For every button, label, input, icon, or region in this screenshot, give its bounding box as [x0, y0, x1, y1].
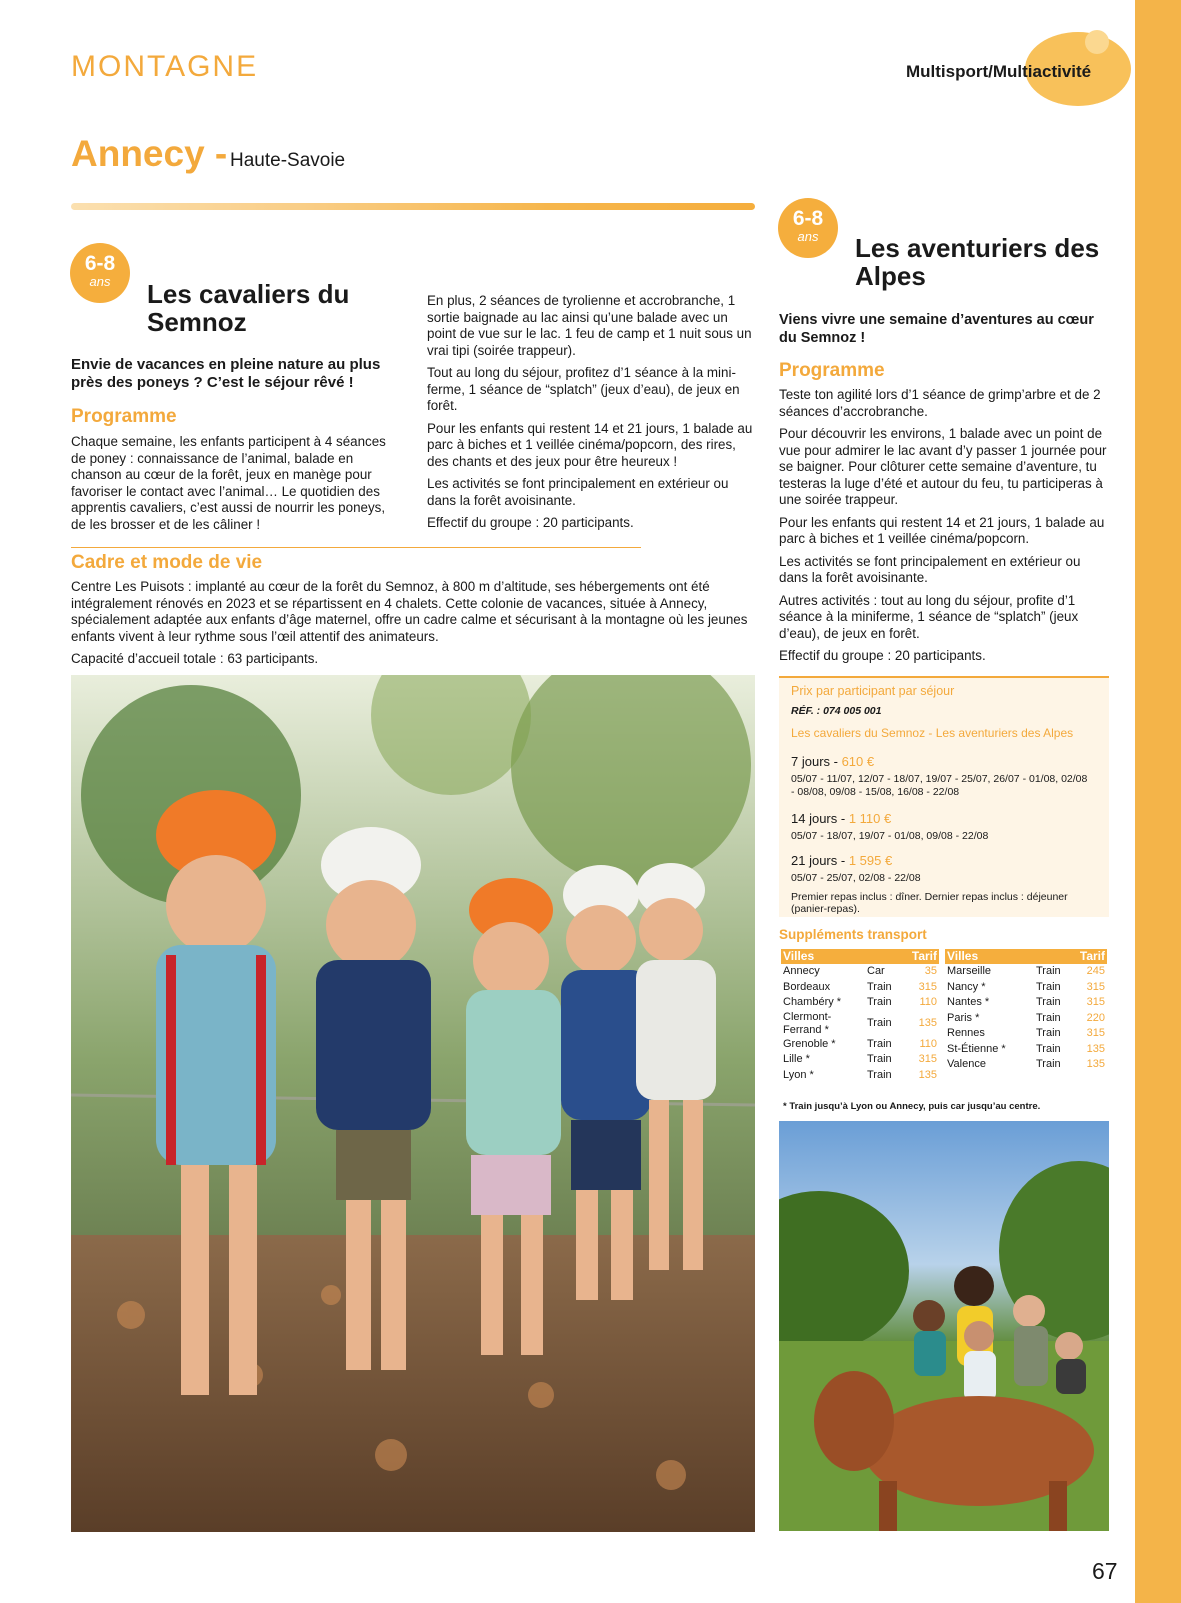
mode: Train	[1036, 965, 1061, 977]
city: Rennes	[947, 1027, 985, 1039]
col-cities: Villes	[945, 949, 1070, 964]
dates-7: 05/07 - 11/07, 12/07 - 18/07, 19/07 - 25/07, 26/07 - 01/08, 02/08 - 08/08, 09/08 - 15/08, 16/08 - 22/08	[791, 773, 1088, 798]
details-paragraph: Pour les enfants qui restent 14 et 21 jours, 1 balade au parc à biches et 1 veillée cinéma/popcorn, des rires, des chants et des jeux pour être heureux !	[427, 420, 753, 469]
price: 35	[924, 965, 937, 977]
table-row	[945, 1011, 1107, 1027]
programme-heading: Programme	[779, 360, 885, 381]
section-title: MONTAGNE	[71, 50, 259, 83]
price: 315	[1086, 1027, 1105, 1039]
stay-intro: Envie de vacances en pleine nature au plus près des poneys ? C’est le séjour rêvé !	[71, 356, 381, 391]
city: Grenoble *	[783, 1037, 836, 1050]
page-number: 67	[1092, 1558, 1118, 1584]
mode: Train	[867, 1053, 892, 1065]
city: Clermont-Ferrand *	[783, 1010, 832, 1036]
group-size: Effectif du groupe : 20 participants.	[779, 648, 986, 663]
title-rule	[71, 203, 755, 210]
stay-details	[427, 293, 753, 538]
table-row	[945, 1042, 1107, 1058]
price: 135	[1086, 1042, 1105, 1055]
price-option-14	[791, 811, 891, 826]
programme-paragraph: Teste ton agilité lors d’1 séance de grimp’arbre et de 2 séances d’accrobranche.	[779, 387, 1101, 419]
category-label: Multisport/Multiactivité	[906, 62, 1092, 81]
mode: Train	[867, 996, 892, 1008]
price: 315	[918, 980, 937, 993]
side-accent-bar	[1135, 0, 1181, 1603]
table-row	[945, 1026, 1107, 1042]
children-climbing-photo	[71, 675, 755, 1532]
price: 110	[919, 996, 937, 1008]
city: Annecy	[783, 965, 820, 977]
mode: Train	[1036, 1058, 1061, 1070]
mode: Train	[1036, 1042, 1061, 1055]
table-row	[781, 1052, 939, 1068]
price: 315	[1086, 996, 1105, 1008]
city: Nantes *	[947, 996, 990, 1008]
col-tarif: Tarif	[902, 949, 939, 964]
mode: Train	[867, 1016, 892, 1029]
duration: 14 jours -	[791, 811, 849, 826]
city-title: Annecy -	[71, 133, 228, 174]
age-range: 6-8	[84, 252, 116, 275]
programme-paragraph: Autres activités : tout au long du séjour, profite d’1 séance à la miniferme, 1 séance de “splatch” (jeux d’eau), de jeux en forêt.	[779, 592, 1079, 641]
mode: Train	[1036, 1027, 1061, 1039]
mode: Train	[867, 980, 892, 993]
price: 110	[919, 1037, 937, 1050]
table-row	[945, 980, 1107, 996]
stay-title: Les cavaliers du Semnoz	[147, 279, 350, 337]
transport-table-right	[945, 949, 1107, 1073]
stay-title: Les aventuriers des Alpes	[855, 233, 1100, 291]
meals-note: Premier repas inclus : dîner. Dernier repas inclus : déjeuner (panier-repas).	[791, 891, 1068, 915]
city: Bordeaux	[783, 980, 831, 993]
price-heading: Prix par participant par séjour	[791, 684, 955, 698]
transport-note: * Train jusqu’à Lyon ou Annecy, puis car jusqu’au centre.	[783, 1101, 1041, 1112]
transport-heading: Suppléments transport	[779, 927, 927, 942]
city: Lyon *	[783, 1068, 814, 1081]
programme-paragraph: Les activités se font principalement en extérieur ou dans la forêt avoisinante.	[779, 553, 1081, 585]
age-unit: ans	[797, 229, 819, 244]
programme-paragraph: Pour les enfants qui restent 14 et 21 jours, 1 balade au parc à biches et 1 veillée cinéma/popcorn.	[779, 514, 1105, 546]
price-option-7	[791, 754, 874, 769]
city: Marseille	[947, 965, 992, 977]
cadre-heading: Cadre et mode de vie	[71, 552, 263, 573]
mode: Train	[867, 1068, 892, 1081]
table-row	[781, 980, 939, 996]
price: 1 595 €	[848, 853, 893, 868]
city: Nancy *	[947, 980, 986, 993]
details-paragraph: Tout au long du séjour, profitez d’1 séance à la mini-ferme, 1 séance de “splatch” (jeux d’eau), de jeux en forêt.	[427, 365, 740, 413]
dates-14: 05/07 - 18/07, 19/07 - 01/08, 09/08 - 22/08	[791, 830, 989, 842]
price: 1 110 €	[848, 811, 892, 826]
table-row	[945, 1057, 1107, 1073]
mode: Car	[867, 965, 885, 977]
children-with-pony-photo	[779, 1121, 1109, 1531]
reference: RÉF. : 074 005 001	[791, 705, 882, 717]
group-size: Effectif du groupe : 20 participants.	[427, 515, 634, 530]
region-subtitle: Haute-Savoie	[230, 150, 346, 171]
table-row	[945, 964, 1107, 980]
col-cities: Villes	[781, 949, 902, 964]
mode: Train	[867, 1037, 892, 1050]
price: 315	[1086, 980, 1105, 993]
age-unit: ans	[89, 274, 111, 289]
details-paragraph: Les activités se font principalement en extérieur ou dans la forêt avoisinante.	[427, 476, 729, 508]
dates-21: 05/07 - 25/07, 02/08 - 22/08	[791, 872, 921, 884]
table-row	[781, 1037, 939, 1053]
mode: Train	[1036, 1011, 1061, 1024]
programme-text: Chaque semaine, les enfants participent à 4 séances de poney : connaissance de l’animal, balade en chanson au cœur de la forêt, jeux en manège pour favoriser le contact avec l’animal… Le quotidien des apprentis cavaliers, c’est aussi de nourrir les poneys, de les brosser et de les câliner !	[71, 434, 386, 532]
age-range: 6-8	[792, 207, 824, 230]
table-row	[781, 964, 939, 980]
price-option-21	[791, 853, 892, 868]
price-stays: Les cavaliers du Semnoz - Les aventuriers des Alpes	[791, 726, 1074, 740]
price: 135	[918, 1068, 937, 1081]
col-tarif: Tarif	[1070, 949, 1107, 964]
city: Valence	[947, 1058, 986, 1070]
price: 220	[1086, 1011, 1105, 1024]
category-badge-dot	[1085, 30, 1109, 54]
programme-heading: Programme	[71, 406, 177, 427]
duration: 7 jours -	[791, 754, 842, 769]
mode: Train	[1036, 996, 1061, 1008]
table-row	[781, 1011, 939, 1037]
price-box-rule	[779, 676, 1109, 678]
city: Lille *	[783, 1053, 810, 1065]
programme-text	[779, 387, 1109, 671]
cadre-text: Centre Les Puisots : implanté au cœur de la forêt du Semnoz, à 800 m d’altitude, ses hébergements ont été intégralement rénovés en 2023 et se répartissent en 4 chalets. Cette colonie de vacances, située à Annecy, spécialement adaptée aux enfants d’âge maternel, offre un cadre calme et sécurisant à la montagne où les jeunes enfants vivent à leur rythme sous l’œil attentif des animateurs.	[71, 579, 748, 644]
stay-intro: Viens vivre une semaine d’aventures au cœur du Semnoz !	[779, 312, 1094, 346]
divider	[71, 547, 641, 548]
price: 135	[1086, 1058, 1105, 1070]
programme-paragraph: Pour découvrir les environs, 1 balade avec un point de vue pour admirer le lac avant d’y passer 1 journée pour se baigner. Pour clôturer cette semaine d’aventure, tu testeras la luge d’été et autour du feu, tu participeras à une soirée trappeur.	[779, 426, 1107, 507]
age-badge	[778, 198, 838, 258]
city: Paris *	[947, 1011, 980, 1024]
price: 315	[918, 1053, 937, 1065]
price: 245	[1086, 965, 1105, 977]
duration: 21 jours -	[791, 853, 849, 868]
price: 610 €	[841, 754, 875, 769]
table-row	[945, 995, 1107, 1011]
age-badge	[70, 243, 130, 303]
table-row	[781, 995, 939, 1011]
mode: Train	[1036, 980, 1061, 993]
price: 135	[918, 1016, 937, 1029]
table-row	[781, 1068, 939, 1084]
city: St-Étienne *	[947, 1042, 1006, 1055]
transport-table-left	[781, 949, 939, 1083]
city: Chambéry *	[783, 996, 842, 1008]
capacity-text: Capacité d’accueil totale : 63 participants.	[71, 651, 319, 666]
details-paragraph: En plus, 2 séances de tyrolienne et accrobranche, 1 sortie baignade au lac ainsi qu’une balade avec un point de vue sur le lac. 1 feu de camp et 1 nuit sous un vrai tipi (soirée trappeur).	[427, 293, 752, 358]
